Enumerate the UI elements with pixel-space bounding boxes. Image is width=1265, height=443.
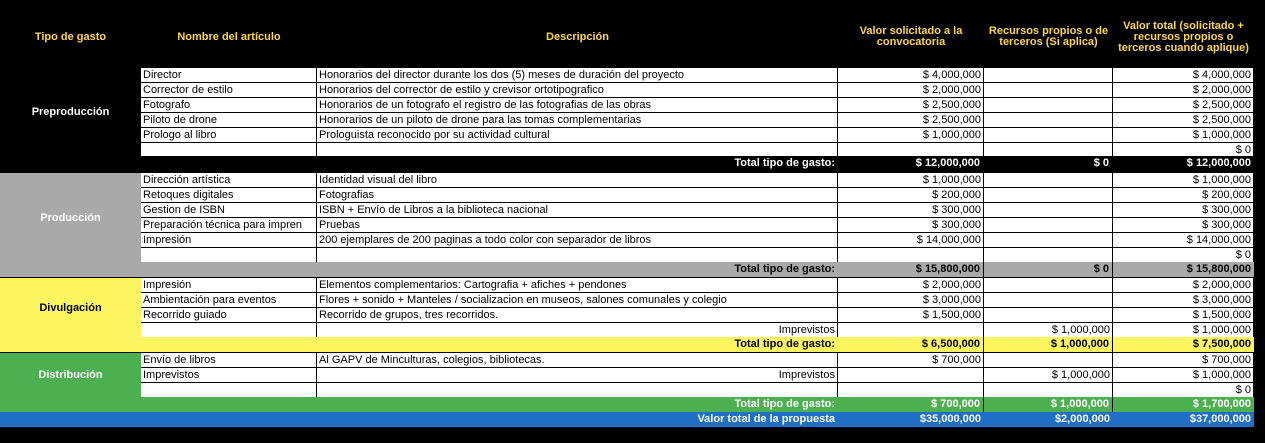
section-total-solicitado: $ 15,800,000 bbox=[838, 262, 984, 277]
section-total-total: $ 15,800,000 bbox=[1113, 262, 1254, 277]
column-header-nombre: Nombre del artículo bbox=[177, 30, 281, 43]
table-cell-descripcion[interactable] bbox=[317, 383, 838, 398]
section-total-label: Total tipo de gasto: bbox=[141, 397, 838, 412]
table-cell-nombre[interactable]: Impresión bbox=[141, 278, 317, 293]
table-cell-descripcion[interactable]: Imprevistos bbox=[317, 323, 838, 338]
section-total-total: $ 12,000,000 bbox=[1113, 156, 1254, 171]
section-total-label: Total tipo de gasto: bbox=[141, 156, 838, 171]
table-cell-nombre[interactable]: Piloto de drone bbox=[141, 113, 317, 128]
table-cell-descripcion[interactable]: Imprevistos bbox=[317, 368, 838, 383]
table-cell-descripcion[interactable]: Honorarios de un fotografo el registro de las fotografias de las obras bbox=[317, 98, 838, 113]
table-cell-total[interactable]: $ 0 bbox=[1113, 248, 1254, 263]
table-cell-solicitado[interactable]: $ 300,000 bbox=[838, 203, 984, 218]
section-total-band bbox=[0, 337, 141, 352]
table-cell-total[interactable]: $ 300,000 bbox=[1113, 203, 1254, 218]
table-cell-solicitado[interactable] bbox=[838, 248, 984, 263]
table-cell-nombre[interactable] bbox=[141, 323, 317, 338]
grand-total-propios: $2,000,000 bbox=[984, 412, 1113, 427]
section-total-propios: $ 1,000,000 bbox=[984, 337, 1113, 352]
table-cell-total[interactable]: $ 0 bbox=[1113, 143, 1254, 158]
table-cell-solicitado[interactable]: $ 2,000,000 bbox=[838, 83, 984, 98]
category-0: Preproducción bbox=[0, 68, 141, 156]
table-cell-propios[interactable] bbox=[984, 83, 1113, 98]
table-cell-nombre[interactable]: Dirección artística bbox=[141, 173, 317, 188]
table-cell-nombre[interactable]: Gestion de ISBN bbox=[141, 203, 317, 218]
table-cell-solicitado[interactable]: $ 2,500,000 bbox=[838, 113, 984, 128]
section-total-label: Total tipo de gasto: bbox=[141, 337, 838, 352]
table-cell-total[interactable]: $ 0 bbox=[1113, 383, 1254, 398]
table-cell-propios[interactable] bbox=[984, 353, 1113, 368]
table-cell-solicitado[interactable]: $ 2,500,000 bbox=[838, 98, 984, 113]
table-cell-solicitado[interactable]: $ 1,500,000 bbox=[838, 308, 984, 323]
table-cell-total[interactable]: $ 200,000 bbox=[1113, 188, 1254, 203]
category-2: Divulgación bbox=[0, 278, 141, 337]
table-cell-propios[interactable] bbox=[984, 233, 1113, 248]
column-header-propios: Recursos propios o de terceros (Si aplica) bbox=[988, 25, 1109, 48]
table-cell-propios[interactable] bbox=[984, 188, 1113, 203]
table-cell-total[interactable]: $ 1,000,000 bbox=[1113, 323, 1254, 338]
table-cell-solicitado[interactable]: $ 1,000,000 bbox=[838, 173, 984, 188]
grand-total-label: Valor total de la propuesta bbox=[0, 412, 838, 427]
table-cell-total[interactable]: $ 300,000 bbox=[1113, 218, 1254, 233]
table-cell-descripcion[interactable]: Flores + sonido + Manteles / socializacion en museos, salones comunales y colegio bbox=[317, 293, 838, 308]
table-cell-total[interactable]: $ 2,500,000 bbox=[1113, 113, 1254, 128]
table-cell-total[interactable]: $ 1,000,000 bbox=[1113, 368, 1254, 383]
table-cell-total[interactable]: $ 1,500,000 bbox=[1113, 308, 1254, 323]
table-cell-propios[interactable] bbox=[984, 68, 1113, 83]
table-cell-nombre[interactable]: Prologo al libro bbox=[141, 128, 317, 143]
table-cell-descripcion[interactable]: Recorrido de grupos, tres recorridos. bbox=[317, 308, 838, 323]
section-total-total: $ 1,700,000 bbox=[1113, 397, 1254, 412]
table-cell-propios[interactable]: $ 1,000,000 bbox=[984, 323, 1113, 338]
table-cell-total[interactable]: $ 700,000 bbox=[1113, 353, 1254, 368]
table-cell-descripcion[interactable]: Prologuista reconocido por su actividad cultural bbox=[317, 128, 838, 143]
table-cell-propios[interactable] bbox=[984, 293, 1113, 308]
category-3: Distribución bbox=[0, 353, 141, 397]
table-cell-propios[interactable] bbox=[984, 128, 1113, 143]
table-cell-solicitado[interactable]: $ 700,000 bbox=[838, 353, 984, 368]
table-cell-solicitado[interactable]: $ 300,000 bbox=[838, 218, 984, 233]
table-cell-total[interactable]: $ 14,000,000 bbox=[1113, 233, 1254, 248]
table-cell-total[interactable]: $ 3,000,000 bbox=[1113, 293, 1254, 308]
table-cell-descripcion[interactable]: Pruebas bbox=[317, 218, 838, 233]
table-cell-propios[interactable] bbox=[984, 98, 1113, 113]
table-cell-total[interactable]: $ 4,000,000 bbox=[1113, 68, 1254, 83]
table-cell-descripcion[interactable]: Al GAPV de Minculturas, colegios, bibliotecas. bbox=[317, 353, 838, 368]
table-cell-propios[interactable] bbox=[984, 383, 1113, 398]
table-cell-nombre[interactable]: Preparación técnica para impren bbox=[141, 218, 317, 233]
column-header-solicitado: Valor solicitado a la convocatoria bbox=[859, 25, 963, 48]
table-cell-solicitado[interactable]: $ 4,000,000 bbox=[838, 68, 984, 83]
table-cell-nombre[interactable] bbox=[141, 248, 317, 263]
table-cell-descripcion[interactable]: Honorarios del director durante los dos (5) meses de duración del proyecto bbox=[317, 68, 838, 83]
grand-total-total: $37,000,000 bbox=[1113, 412, 1254, 427]
section-total-band bbox=[0, 397, 141, 412]
table-cell-descripcion[interactable]: ISBN + Envío de Libros a la biblioteca nacional bbox=[317, 203, 838, 218]
table-cell-nombre[interactable]: Corrector de estilo bbox=[141, 83, 317, 98]
table-cell-nombre[interactable]: Imprevistos bbox=[141, 368, 317, 383]
table-cell-propios[interactable]: $ 1,000,000 bbox=[984, 368, 1113, 383]
table-cell-nombre[interactable] bbox=[141, 383, 317, 398]
table-cell-propios[interactable] bbox=[984, 113, 1113, 128]
category-1: Producción bbox=[0, 173, 141, 262]
table-cell-solicitado[interactable]: $ 200,000 bbox=[838, 188, 984, 203]
table-cell-total[interactable]: $ 1,000,000 bbox=[1113, 128, 1254, 143]
section-total-solicitado: $ 12,000,000 bbox=[838, 156, 984, 171]
table-cell-total[interactable]: $ 2,000,000 bbox=[1113, 83, 1254, 98]
table-cell-solicitado[interactable] bbox=[838, 368, 984, 383]
table-cell-nombre[interactable]: Envío de libros bbox=[141, 353, 317, 368]
section-total-propios: $ 1,000,000 bbox=[984, 397, 1113, 412]
section-total-solicitado: $ 700,000 bbox=[838, 397, 984, 412]
table-cell-descripcion[interactable]: Identidad visual del libro bbox=[317, 173, 838, 188]
table-cell-descripcion[interactable] bbox=[317, 248, 838, 263]
column-header-total: Valor total (solicitado + recursos propios o terceros cuando aplique) bbox=[1118, 19, 1249, 54]
table-cell-descripcion[interactable]: 200 ejemplares de 200 paginas a todo color con separador de libros bbox=[317, 233, 838, 248]
table-cell-total[interactable]: $ 2,500,000 bbox=[1113, 98, 1254, 113]
table-cell-nombre[interactable]: Director bbox=[141, 68, 317, 83]
table-cell-descripcion[interactable]: Fotografias bbox=[317, 188, 838, 203]
table-cell-nombre[interactable]: Recorrido guiado bbox=[141, 308, 317, 323]
table-cell-solicitado[interactable]: $ 14,000,000 bbox=[838, 233, 984, 248]
table-cell-nombre[interactable]: Impresión bbox=[141, 233, 317, 248]
table-cell-propios[interactable] bbox=[984, 203, 1113, 218]
table-cell-nombre[interactable]: Retoques digitales bbox=[141, 188, 317, 203]
column-header-descripcion: Descripción bbox=[546, 30, 609, 43]
section-total-solicitado: $ 6,500,000 bbox=[838, 337, 984, 352]
grand-total-solicitado: $35,000,000 bbox=[838, 412, 984, 427]
table-cell-solicitado[interactable]: $ 2,000,000 bbox=[838, 278, 984, 293]
section-total-label: Total tipo de gasto: bbox=[141, 262, 838, 277]
table-cell-descripcion[interactable]: Honorarios de un piloto de drone para las tomas complementarias bbox=[317, 113, 838, 128]
table-cell-propios[interactable] bbox=[984, 278, 1113, 293]
table-cell-nombre[interactable]: Fotografo bbox=[141, 98, 317, 113]
table-cell-propios[interactable] bbox=[984, 308, 1113, 323]
section-total-band bbox=[0, 262, 141, 277]
table-cell-total[interactable]: $ 2,000,000 bbox=[1113, 278, 1254, 293]
section-total-total: $ 7,500,000 bbox=[1113, 337, 1254, 352]
table-cell-solicitado[interactable] bbox=[838, 383, 984, 398]
section-total-propios: $ 0 bbox=[984, 262, 1113, 277]
table-cell-nombre[interactable]: Ambientación para eventos bbox=[141, 293, 317, 308]
table-cell-descripcion[interactable]: Honorarios del corrector de estilo y crevisor ortotipografico bbox=[317, 83, 838, 98]
table-cell-solicitado[interactable]: $ 3,000,000 bbox=[838, 293, 984, 308]
table-cell-descripcion[interactable]: Elementos complementarios: Cartografia + afiches + pendones bbox=[317, 278, 838, 293]
table-cell-solicitado[interactable]: $ 1,000,000 bbox=[838, 128, 984, 143]
section-total-propios: $ 0 bbox=[984, 156, 1113, 171]
column-header-tipo: Tipo de gasto bbox=[34, 30, 107, 43]
table-cell-solicitado[interactable] bbox=[838, 323, 984, 338]
table-cell-total[interactable]: $ 1,000,000 bbox=[1113, 173, 1254, 188]
table-cell-propios[interactable] bbox=[984, 218, 1113, 233]
table-cell-propios[interactable] bbox=[984, 248, 1113, 263]
table-cell-propios[interactable] bbox=[984, 173, 1113, 188]
